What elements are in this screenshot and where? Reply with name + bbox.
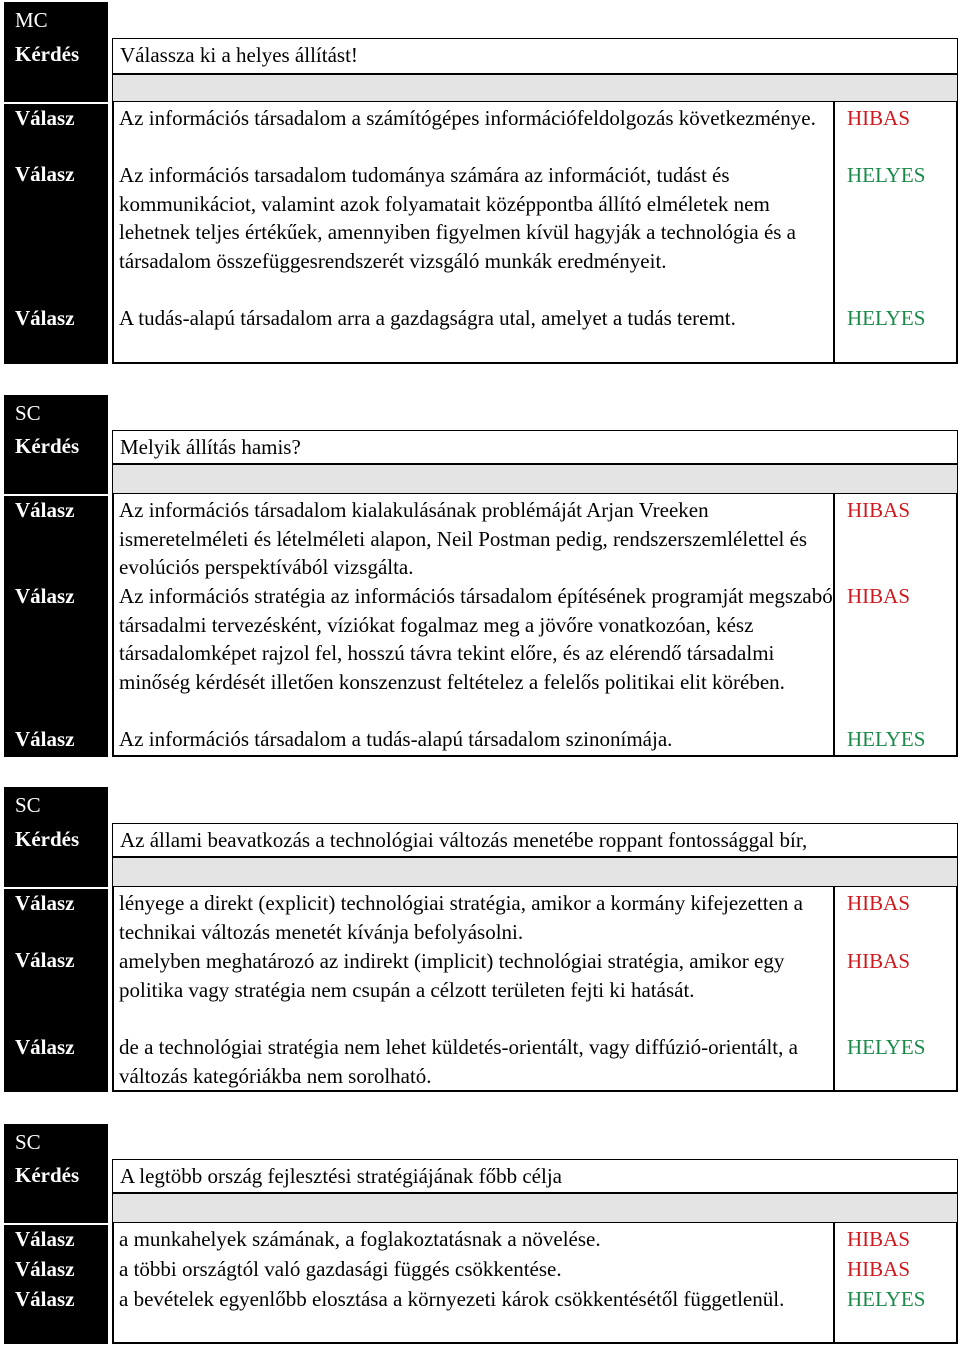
answer-label: Válasz — [4, 725, 108, 757]
answer-label: Válasz — [4, 160, 108, 304]
answer-result: HIBAS — [847, 949, 911, 973]
answer-result: HIBAS — [847, 106, 911, 130]
answer-frame — [112, 1223, 958, 1344]
separator-row — [112, 1193, 958, 1223]
answer-text: lényege a direkt (explicit) technológiai stratégia, amikor a kormány kifejezetten a technikai változás menetét kívánja befolyásolni. — [119, 891, 803, 944]
question-text: Az állami beavatkozás a technológiai változás menetébe roppant fontossággal bír, — [112, 823, 958, 857]
spacer-label — [4, 74, 108, 102]
separator-row — [112, 74, 958, 102]
answer-result: HIBAS — [847, 891, 911, 915]
answer-text: de a technológiai stratégia nem lehet küldetés-orientált, vagy diffúzió-orientált, a változás kategóriákba nem sorolható. — [119, 1035, 798, 1088]
answer-text: a bevételek egyenlőbb elosztása a környezeti károk csökkentésétől függetlenül. — [119, 1287, 785, 1311]
answer-text: a többi országtól való gazdasági függés csökkentése. — [119, 1257, 562, 1281]
answer-result: HELYES — [847, 727, 926, 751]
question-block-3 — [4, 787, 958, 1092]
question-type-label: SC — [4, 395, 108, 430]
answer-label: Válasz — [4, 304, 108, 364]
answer-label: Válasz — [4, 582, 108, 725]
question-type-label: SC — [4, 787, 108, 823]
spacer-label — [4, 1193, 108, 1223]
column-divider — [833, 102, 835, 364]
answer-text: Az információs társadalom a számítógépes információfeldolgozás következménye. — [119, 106, 816, 130]
answer-label: Válasz — [4, 104, 108, 160]
column-divider — [833, 887, 835, 1092]
answer-frame — [112, 887, 958, 1092]
answer-result: HELYES — [847, 306, 926, 330]
answer-text: Az információs stratégia az információs társadalom építésének programját megszabó társadalmi tervezésként, víziókat fogalmaz meg a jövőre vonatkozóan, kész társadalomképet rajzol fel, hosszú távra tekint előre, és az elérendő társadalmi minőség kérdését illetően konszenzust feltételez a felelős politikai elit körében. — [119, 584, 833, 694]
answer-frame — [112, 102, 958, 364]
answer-label: Válasz — [4, 889, 108, 946]
question-block-1 — [4, 2, 958, 364]
answer-text: amelyben meghatározó az indirekt (implicit) technológiai stratégia, amikor egy politika vagy stratégia nem csupán a célzott területen fejti ki hatását. — [119, 949, 785, 1002]
answer-label: Válasz — [4, 1255, 108, 1285]
question-text: Melyik állítás hamis? — [112, 430, 958, 464]
answer-text: Az információs tarsadalom tudománya számára az információt, tudást és kommunikáciot, valamint azok folyamatait középpontba állító elméletek nem lehetnek teljes értékűek, amennyiben figyelmen kívül hagyják a technológia és a társadalom összefüggesrendszerét vizsgáló munkák eredményeit. — [119, 163, 797, 273]
question-label: Kérdés — [4, 430, 108, 464]
question-text: A legtöbb ország fejlesztési stratégiájának főbb célja — [112, 1159, 958, 1193]
answer-result: HELYES — [847, 1287, 926, 1311]
question-label: Kérdés — [4, 823, 108, 857]
answer-frame — [112, 494, 958, 757]
answer-text: a munkahelyek számának, a foglakoztatásnak a növelése. — [119, 1227, 601, 1251]
answer-result: HIBAS — [847, 584, 911, 608]
column-divider — [833, 1223, 835, 1344]
question-block-2 — [4, 395, 958, 757]
answer-result: HIBAS — [847, 1257, 911, 1281]
answer-text: Az információs társadalom a tudás-alapú társadalom szinonímája. — [119, 727, 673, 751]
answer-label: Válasz — [4, 1033, 108, 1092]
answer-result: HIBAS — [847, 1227, 911, 1251]
answer-result: HIBAS — [847, 498, 911, 522]
question-type-label: SC — [4, 1124, 108, 1159]
question-type-label: MC — [4, 2, 108, 38]
answer-label: Válasz — [4, 1225, 108, 1255]
column-divider — [833, 494, 835, 757]
answer-label: Válasz — [4, 1285, 108, 1344]
question-text: Válassza ki a helyes állítást! — [112, 38, 958, 74]
separator-row — [112, 857, 958, 887]
question-block-4 — [4, 1124, 958, 1344]
answer-label: Válasz — [4, 496, 108, 582]
answer-text: A tudás-alapú társadalom arra a gazdagságra utal, amelyet a tudás teremt. — [119, 306, 736, 330]
answer-result: HELYES — [847, 163, 926, 187]
answer-text: Az információs társadalom kialakulásának problémáját Arjan Vreeken ismeretelméleti és lételméleti alapon, Neil Postman pedig, rendszerszemlélettel és evolúciós perspektívából vizsgálta. — [119, 498, 808, 579]
answer-result: HELYES — [847, 1035, 926, 1059]
question-label: Kérdés — [4, 1159, 108, 1193]
spacer-label — [4, 857, 108, 887]
spacer-label — [4, 464, 108, 494]
question-label: Kérdés — [4, 38, 108, 74]
separator-row — [112, 464, 958, 494]
answer-label: Válasz — [4, 946, 108, 1033]
